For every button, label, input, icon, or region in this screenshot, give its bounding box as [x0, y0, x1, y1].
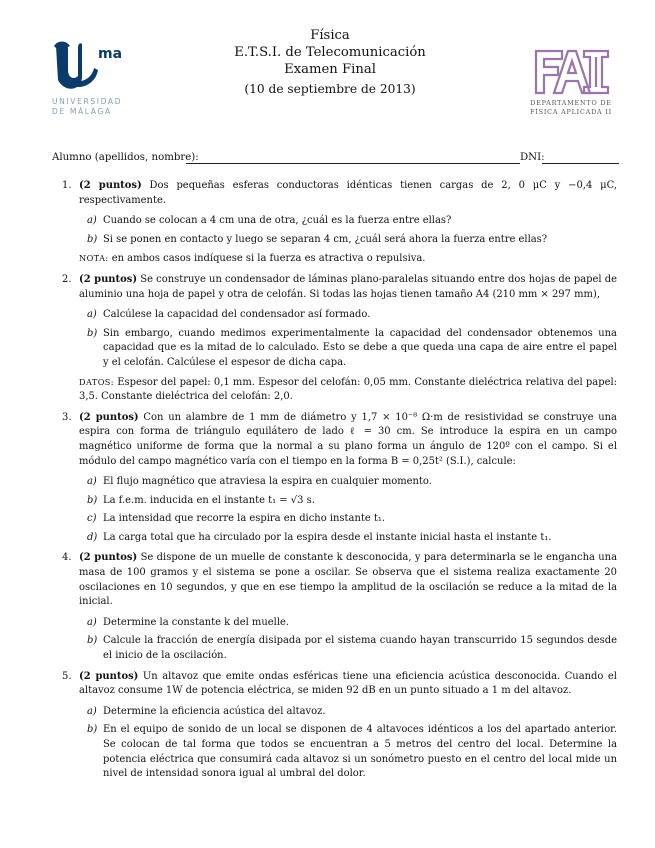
sub-letter: a): [87, 309, 97, 321]
question-number: 1.: [62, 180, 72, 191]
header-exam: Examen Final: [284, 62, 376, 77]
fa-wordmark: [520, 99, 622, 116]
note-label: DATOS:: [79, 376, 114, 387]
student-info-line: [52, 152, 619, 166]
question-text: Dos pequeñas esferas conductoras idénticas tienen cargas de 2, 0 μC y −0,4 μC, respectivamente.: [79, 180, 617, 206]
sub-question: [79, 512, 617, 527]
question-4: [62, 551, 617, 663]
sub-question: [79, 616, 617, 631]
sub-question: [79, 214, 617, 229]
sub-text: Cuando se colocan a 4 cm una de otra, ¿cuál es la fuerza entre ellas?: [103, 215, 452, 227]
sub-text: Determine la constante k del muelle.: [103, 616, 290, 628]
question-points: (2 puntos): [79, 273, 138, 285]
sub-text: Sin embargo, cuando medimos experimentalmente la capacidad del condensador obtenemos una capacidad que es la mitad de lo calculado. Esto se debe a que queda una capa de aire entre el papel y el celofán. Calcúlese el espesor de dicha capa.: [103, 327, 617, 368]
uma-wordmark-line2: DE MÁLAGA: [52, 107, 112, 116]
student-name-field[interactable]: [186, 163, 520, 164]
header-subject: Física: [310, 28, 350, 43]
question-number: 3.: [62, 411, 72, 423]
question-points: (2 puntos): [79, 411, 139, 423]
note-label: NOTA:: [79, 253, 109, 264]
sub-question: [79, 233, 617, 248]
note-text: en ambos casos indíquese si la fuerza es atractiva o repulsiva.: [111, 253, 426, 265]
question-points: (2 puntos): [79, 670, 139, 682]
sub-letter: c): [87, 513, 97, 525]
question-text: Un altavoz que emite ondas esféricas tiene una eficiencia acústica desconocida. Cuando el altavoz consume 1W de potencia eléctrica, se miden 92 dB en un punto situado a 1 m del altavoz.: [79, 670, 617, 697]
uma-wordmark: [52, 97, 122, 117]
sub-letter: a): [87, 616, 97, 628]
exam-header: [200, 27, 460, 98]
question-text: Se dispone de un muelle de constante k desconocida, y para determinarla se le engancha una masa de 100 gramos y el sistema se pone a oscilar. Se observa que el sistema realiza exactamente 20 oscilaciones en 10 segundos, y que en ese tiempo la amplitud de la oscilación se reduce a la mitad de la inicial.: [79, 552, 617, 608]
sub-question: [79, 723, 617, 781]
sub-letter: b): [87, 635, 98, 647]
question-2: [62, 273, 617, 405]
sub-text: En el equipo de sonido de un local se disponen de 4 altavoces idénticos a los del apartado anterior. Se colocan de tal forma que todos se encuentran a 5 metros del centro del local. Determine la potencia eléctrica que consumirá cada altavoz si un sonómetro puesto en el centro del local mide un nivel de intensidad sonora igual al umbral del dolor.: [103, 724, 617, 780]
question-number: 2.: [62, 273, 72, 285]
sub-question: [79, 531, 617, 546]
sub-letter: b): [87, 724, 98, 736]
question-note: [79, 251, 617, 267]
uma-mark-text: ma: [98, 46, 123, 62]
sub-letter: a): [87, 476, 97, 488]
sub-question: [79, 327, 617, 371]
student-name-label: Alumno (apellidos, nombre):: [52, 152, 199, 163]
question-note: [79, 375, 617, 405]
dni-label: DNI:: [520, 152, 545, 163]
sub-text: Si se ponen en contacto y luego se separan 4 cm, ¿cuál será ahora la fuerza entre ellas?: [103, 233, 548, 245]
sub-question: [79, 308, 617, 323]
sub-question: [79, 634, 617, 663]
sub-text: La intensidad que recorre la espira en dicho instante t₁.: [103, 513, 386, 525]
question-5: [62, 670, 617, 782]
dni-field[interactable]: [542, 163, 619, 164]
fisica-aplicada-logo: [532, 47, 610, 97]
sub-letter: b): [87, 327, 98, 339]
question-list: [62, 179, 617, 788]
sub-letter: d): [87, 531, 98, 543]
note-text: Espesor del papel: 0,1 mm. Espesor del celofán: 0,05 mm. Constante dieléctrica relativa del papel: 3,5. Constante dieléctrica del celofán: 2,0.: [79, 376, 617, 403]
sub-question: [79, 494, 617, 509]
sub-text: La f.e.m. inducida en el instante t₁ = √3 s.: [103, 494, 315, 506]
fa-wordmark-line1: DEPARTAMENTO DE: [530, 99, 612, 107]
sub-letter: a): [87, 215, 97, 227]
sub-letter: a): [87, 705, 97, 717]
uma-wordmark-line1: UNIVERSIDAD: [52, 97, 123, 106]
sub-letter: b): [87, 494, 98, 506]
question-1: [62, 179, 617, 267]
sub-text: La carga total que ha circulado por la espira desde el instante inicial hasta el instante t₁.: [103, 531, 552, 543]
question-text: Se construye un condensador de láminas plano-paralelas situando entre dos hojas de papel de aluminio una hoja de papel y otra de celofán. Si todas las hojas tienen tamaño A4 (210 mm × 297 mm),: [79, 273, 617, 300]
header-school: E.T.S.I. de Telecomunicación: [234, 45, 426, 60]
sub-text: El flujo magnético que atraviesa la espira en cualquier momento.: [103, 476, 432, 488]
sub-text: Calcúlese la capacidad del condensador así formado.: [103, 309, 371, 321]
sub-question: [79, 475, 617, 490]
question-text: Con un alambre de 1 mm de diámetro y 1,7 × 10⁻⁸ Ω·m de resistividad se construye una espira con forma de triángulo equilátero de lado ℓ = 30 cm. Se introduce la espira en un campo magnético uniforme de forma que la normal a su plano forma un ángulo de 120º con el campo. Si el módulo del campo magnético varía con el tiempo en la forma B = 0,25t² (S.I.), calcule:: [79, 411, 617, 467]
question-number: 4.: [62, 552, 72, 564]
sub-question: [79, 705, 617, 720]
sub-letter: b): [87, 233, 98, 245]
header-date: (10 de septiembre de 2013): [244, 82, 416, 96]
question-points: (2 puntos): [79, 552, 138, 564]
sub-text: Calcule la fracción de energía disipada por el sistema cuando hayan transcurrido 15 segundos desde el inicio de la oscilación.: [103, 635, 617, 662]
question-number: 5.: [62, 670, 72, 682]
question-points: (2 puntos): [79, 180, 142, 191]
sub-text: Determine la eficiencia acústica del altavoz.: [103, 705, 326, 717]
question-3: [62, 411, 617, 546]
fa-wordmark-line2: FÍSICA APLICADA II: [530, 107, 612, 116]
